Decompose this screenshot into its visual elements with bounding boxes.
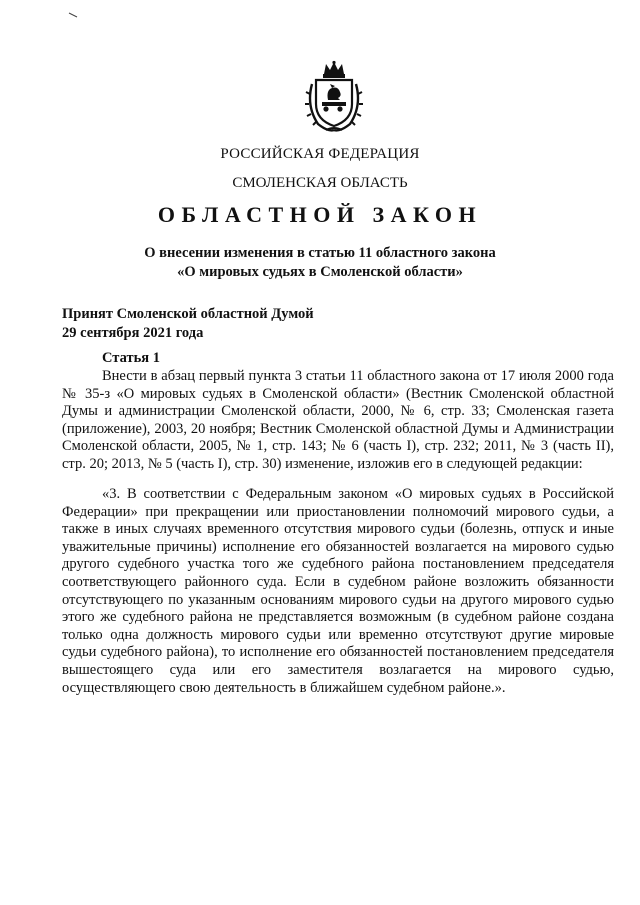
adoption-block bbox=[62, 305, 314, 343]
country-heading: РОССИЙСКАЯ ФЕДЕРАЦИЯ bbox=[220, 146, 420, 162]
subject-line-1: О внесении изменения в статью 11 областного закона bbox=[144, 245, 496, 261]
adoption-body: Принят Смоленской областной Думой bbox=[62, 306, 314, 322]
subject-line-2: «О мировых судьях в Смоленской области» bbox=[177, 264, 463, 280]
scan-mark bbox=[68, 12, 78, 18]
smolensk-coat-of-arms-emblem bbox=[302, 60, 366, 134]
adoption-date: 29 сентября 2021 года bbox=[62, 325, 204, 341]
document-title: ОБЛАСТНОЙ ЗАКОН bbox=[157, 202, 483, 227]
article-heading: Статья 1 bbox=[102, 350, 160, 366]
article-intro-paragraph: Внести в абзац первый пункта 3 статьи 11 областного закона от 17 июля 2000 года № 35-з «О мировых судьях в Смоленской области» (Вестник Смоленской областной Думы и администрации Смоленской области, 2000, № 6, стр. 33; Смоленская газета (приложение), 2003, 20 ноября; Вестник Смоленской областной Думы и Администрации Смоленской области, 2005, № 1, стр. 143; № 6 (часть I), стр. 232; 2011, № 3 (часть II), стр. 20; 2013, № 5 (часть I), стр. 30) изменение, изложив его в следующей редакции: bbox=[62, 368, 614, 472]
region-heading: СМОЛЕНСКАЯ ОБЛАСТЬ bbox=[232, 175, 408, 191]
article-quoted-text: «3. В соответствии с Федеральным законом «О мировых судьях в Российской Федерации» при прекращении или приостановлении полномочий мирового судьи, а также в иных случаях временного отсутствия мирового судьи (болезнь, отпуск и иные уважительные причины) исполнение его обязанностей возлагается на мирового судью другого судебного участка того же судебного района постановлением председателя соответствующего районного суда. Если в судебном районе возложить обязанности отсутствующего по указанным основаниям мирового судьи на другого мирового судью этого же судебного района не представляется возможным (в судебном районе создана только одна должность мирового судьи или временно отсутствуют другие мировые судьи судебного района), то исполнение его обязанностей постановлением председателя вышестоящего суда или его заместителя возлагается на мирового судью, осуществляющего свою деятельность в ближайшем судебном районе.». bbox=[62, 486, 614, 696]
